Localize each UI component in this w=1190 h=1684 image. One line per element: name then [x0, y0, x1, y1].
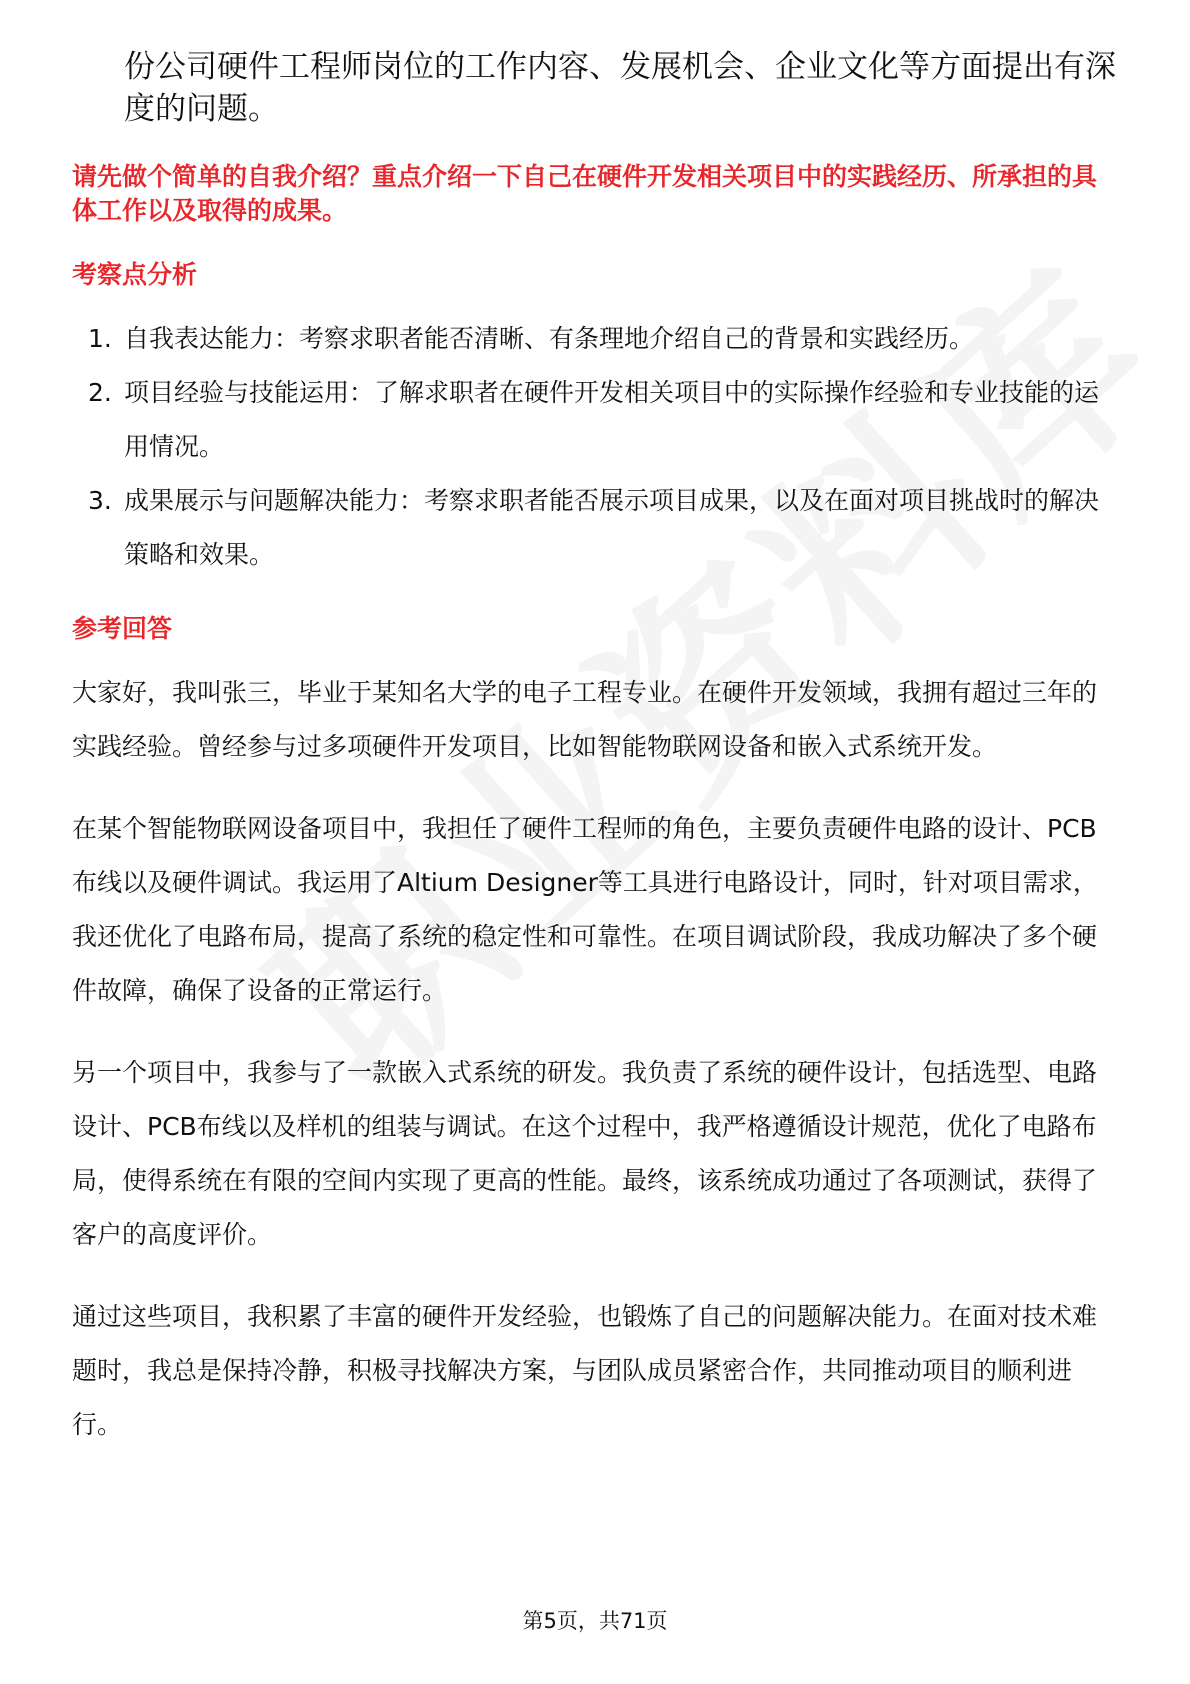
- analysis-item-number: 3.: [88, 486, 112, 515]
- analysis-item-number: 1.: [88, 324, 112, 353]
- answer-paragraph: 在某个智能物联网设备项目中，我担任了硬件工程师的角色，主要负责硬件电路的设计、PCB布线以及硬件调试。我运用了Altium Designer等工具进行电路设计，同时，针对项目需求，我还优化了电路布局，提高了系统的稳定性和可靠性。在项目调试阶段，我成功解决了多个硬件故障，确保了设备的正常运行。: [72, 814, 1098, 1005]
- answer-paragraph: 通过这些项目，我积累了丰富的硬件开发经验，也锻炼了自己的问题解决能力。在面对技术难题时，我总是保持冷静，积极寻找解决方案，与团队成员紧密合作，共同推动项目的顺利进行。: [72, 1302, 1098, 1439]
- analysis-item-text: 自我表达能力：考察求职者能否清晰、有条理地介绍自己的背景和实践经历。: [124, 324, 975, 353]
- answer-paragraph: 另一个项目中，我参与了一款嵌入式系统的研发。我负责了系统的硬件设计，包括选型、电路设计、PCB布线以及样机的组装与调试。在这个过程中，我严格遵循设计规范，优化了电路布局，使得系统在有限的空间内实现了更高的性能。最终，该系统成功通过了各项测试，获得了客户的高度评价。: [72, 1058, 1098, 1249]
- answer-paragraph: 大家好，我叫张三，毕业于某知名大学的电子工程专业。在硬件开发领域，我拥有超过三年的实践经验。曾经参与过多项硬件开发项目，比如智能物联网设备和嵌入式系统开发。: [72, 678, 1098, 761]
- page-number: 第5页，共71页: [522, 1609, 668, 1633]
- analysis-item-text: 成果展示与问题解决能力：考察求职者能否展示项目成果，以及在面对项目挑战时的解决策略和效果。: [124, 486, 1100, 569]
- page-content: [72, 46, 1118, 1452]
- interview-question: 请先做个简单的自我介绍？重点介绍一下自己在硬件开发相关项目中的实践经历、所承担的具体工作以及取得的成果。: [72, 162, 1098, 225]
- answer-body: [72, 666, 1118, 1452]
- analysis-item: [72, 474, 1118, 582]
- analysis-heading: 考察点分析: [72, 260, 198, 289]
- continuation-paragraph: 份公司硬件工程师岗位的工作内容、发展机会、企业文化等方面提出有深度的问题。: [124, 49, 1116, 127]
- analysis-item-number: 2.: [88, 378, 112, 407]
- analysis-item: [72, 366, 1118, 474]
- analysis-item-text: 项目经验与技能运用：了解求职者在硬件开发相关项目中的实际操作经验和专业技能的运用情况。: [124, 378, 1100, 461]
- analysis-item: [72, 312, 1118, 366]
- analysis-list: [72, 312, 1118, 582]
- answer-heading: 参考回答: [72, 614, 173, 643]
